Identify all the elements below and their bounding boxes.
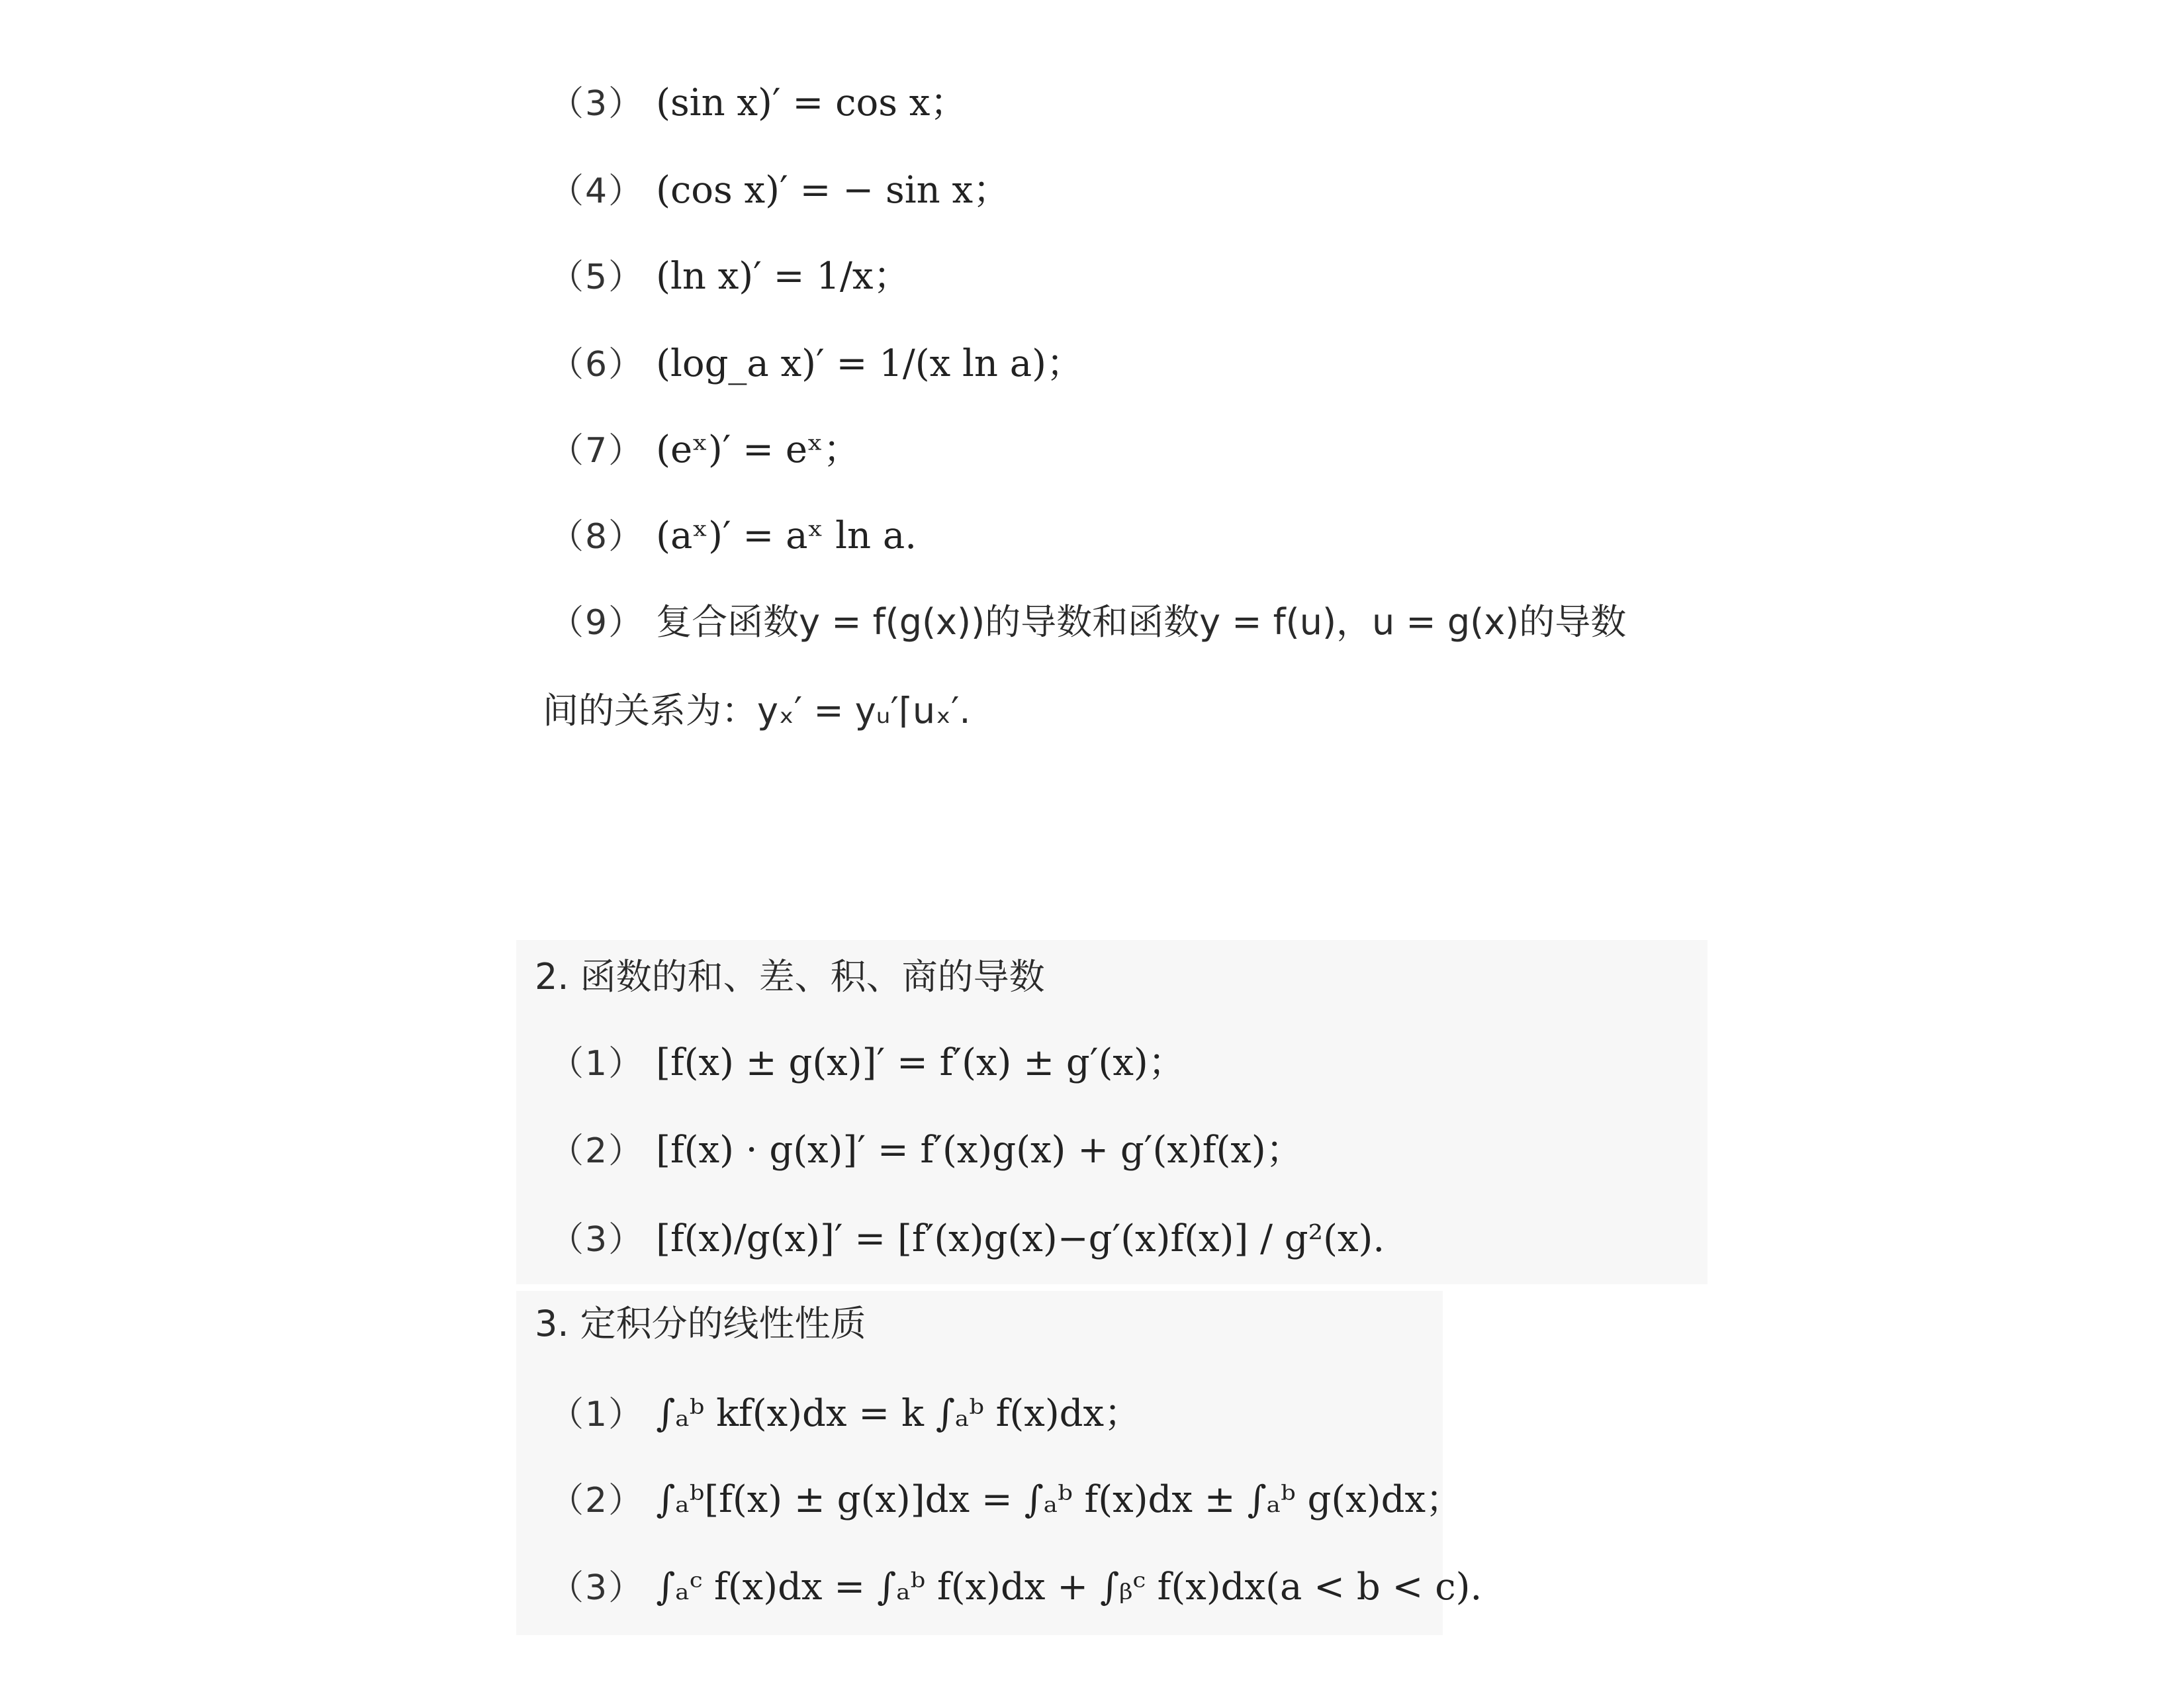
formula-text: ∫ₐᵇ kf(x)dx = k ∫ₐᵇ f(x)dx； (656, 1392, 1142, 1435)
formula-text: ∫ₐᶜ f(x)dx = ∫ₐᵇ f(x)dx + ∫ᵦᶜ f(x)dx(a < b < c). (656, 1566, 1482, 1609)
item-number: （1） (549, 1044, 645, 1084)
item-number: （1） (549, 1395, 645, 1434)
item-number: （5） (549, 258, 645, 297)
section3-heading: 3. 定积分的线性性质 (535, 1303, 866, 1344)
derivative-item-7 (549, 424, 860, 477)
item-number: （3） (549, 84, 645, 124)
derivative-item-6 (549, 338, 1083, 391)
section2-item-1 (549, 1037, 1185, 1090)
item-number: （6） (549, 345, 645, 385)
section2-item-2 (549, 1124, 1303, 1177)
formula-text: (ln x)′ = 1/x； (656, 255, 911, 298)
section3-item-3 (549, 1561, 1482, 1614)
item-number: （8） (549, 517, 645, 557)
formula-text: (cos x)′ = − sin x； (656, 169, 1011, 212)
formula-text: ∫ₐᵇ[f(x) ± g(x)]dx = ∫ₐᵇ f(x)dx ± ∫ₐᵇ g(x)dx； (656, 1478, 1463, 1521)
derivative-item-8 (549, 510, 917, 563)
derivative-item-5 (549, 250, 910, 303)
item-number: （4） (549, 171, 645, 211)
section2-heading: 2. 函数的和、差、积、商的导数 (535, 956, 1045, 998)
formula-text: (aˣ)′ = aˣ ln a. (656, 514, 917, 557)
item-number: （2） (549, 1481, 645, 1521)
item-number: （7） (549, 431, 645, 471)
section2-item-3 (549, 1213, 1385, 1266)
composite-text-2: 间的关系为：yₓ′ = yᵤ′⌈uₓ′. (543, 690, 971, 731)
composite-rule-line1 (549, 596, 1626, 649)
section3-item-1 (549, 1387, 1141, 1440)
section3-item-2 (549, 1474, 1463, 1526)
derivative-item-4 (549, 164, 1010, 217)
item-number: （3） (549, 1220, 645, 1260)
derivative-item-3 (549, 77, 967, 130)
composite-text-1: 复合函数y = f(g(x))的导数和函数y = f(u)，u = g(x)的导数 (656, 601, 1627, 643)
item-number: （3） (549, 1568, 645, 1608)
item-number: （9） (549, 603, 645, 643)
item-number: （2） (549, 1131, 645, 1171)
formula-text: (sin x)′ = cos x； (656, 81, 968, 124)
composite-rule-line2 (543, 684, 971, 737)
formula-text: [f(x) · g(x)]′ = f′(x)g(x) + g′(x)f(x)； (656, 1129, 1303, 1172)
formula-text: (eˣ)′ = eˣ； (656, 428, 860, 471)
formula-text: (log_a x)′ = 1/(x ln a)； (656, 342, 1084, 385)
formula-text: [f(x) ± g(x)]′ = f′(x) ± g′(x)； (656, 1041, 1185, 1084)
formula-text: [f(x)/g(x)]′ = [f′(x)g(x)−g′(x)f(x)] / g²(x). (656, 1217, 1385, 1260)
